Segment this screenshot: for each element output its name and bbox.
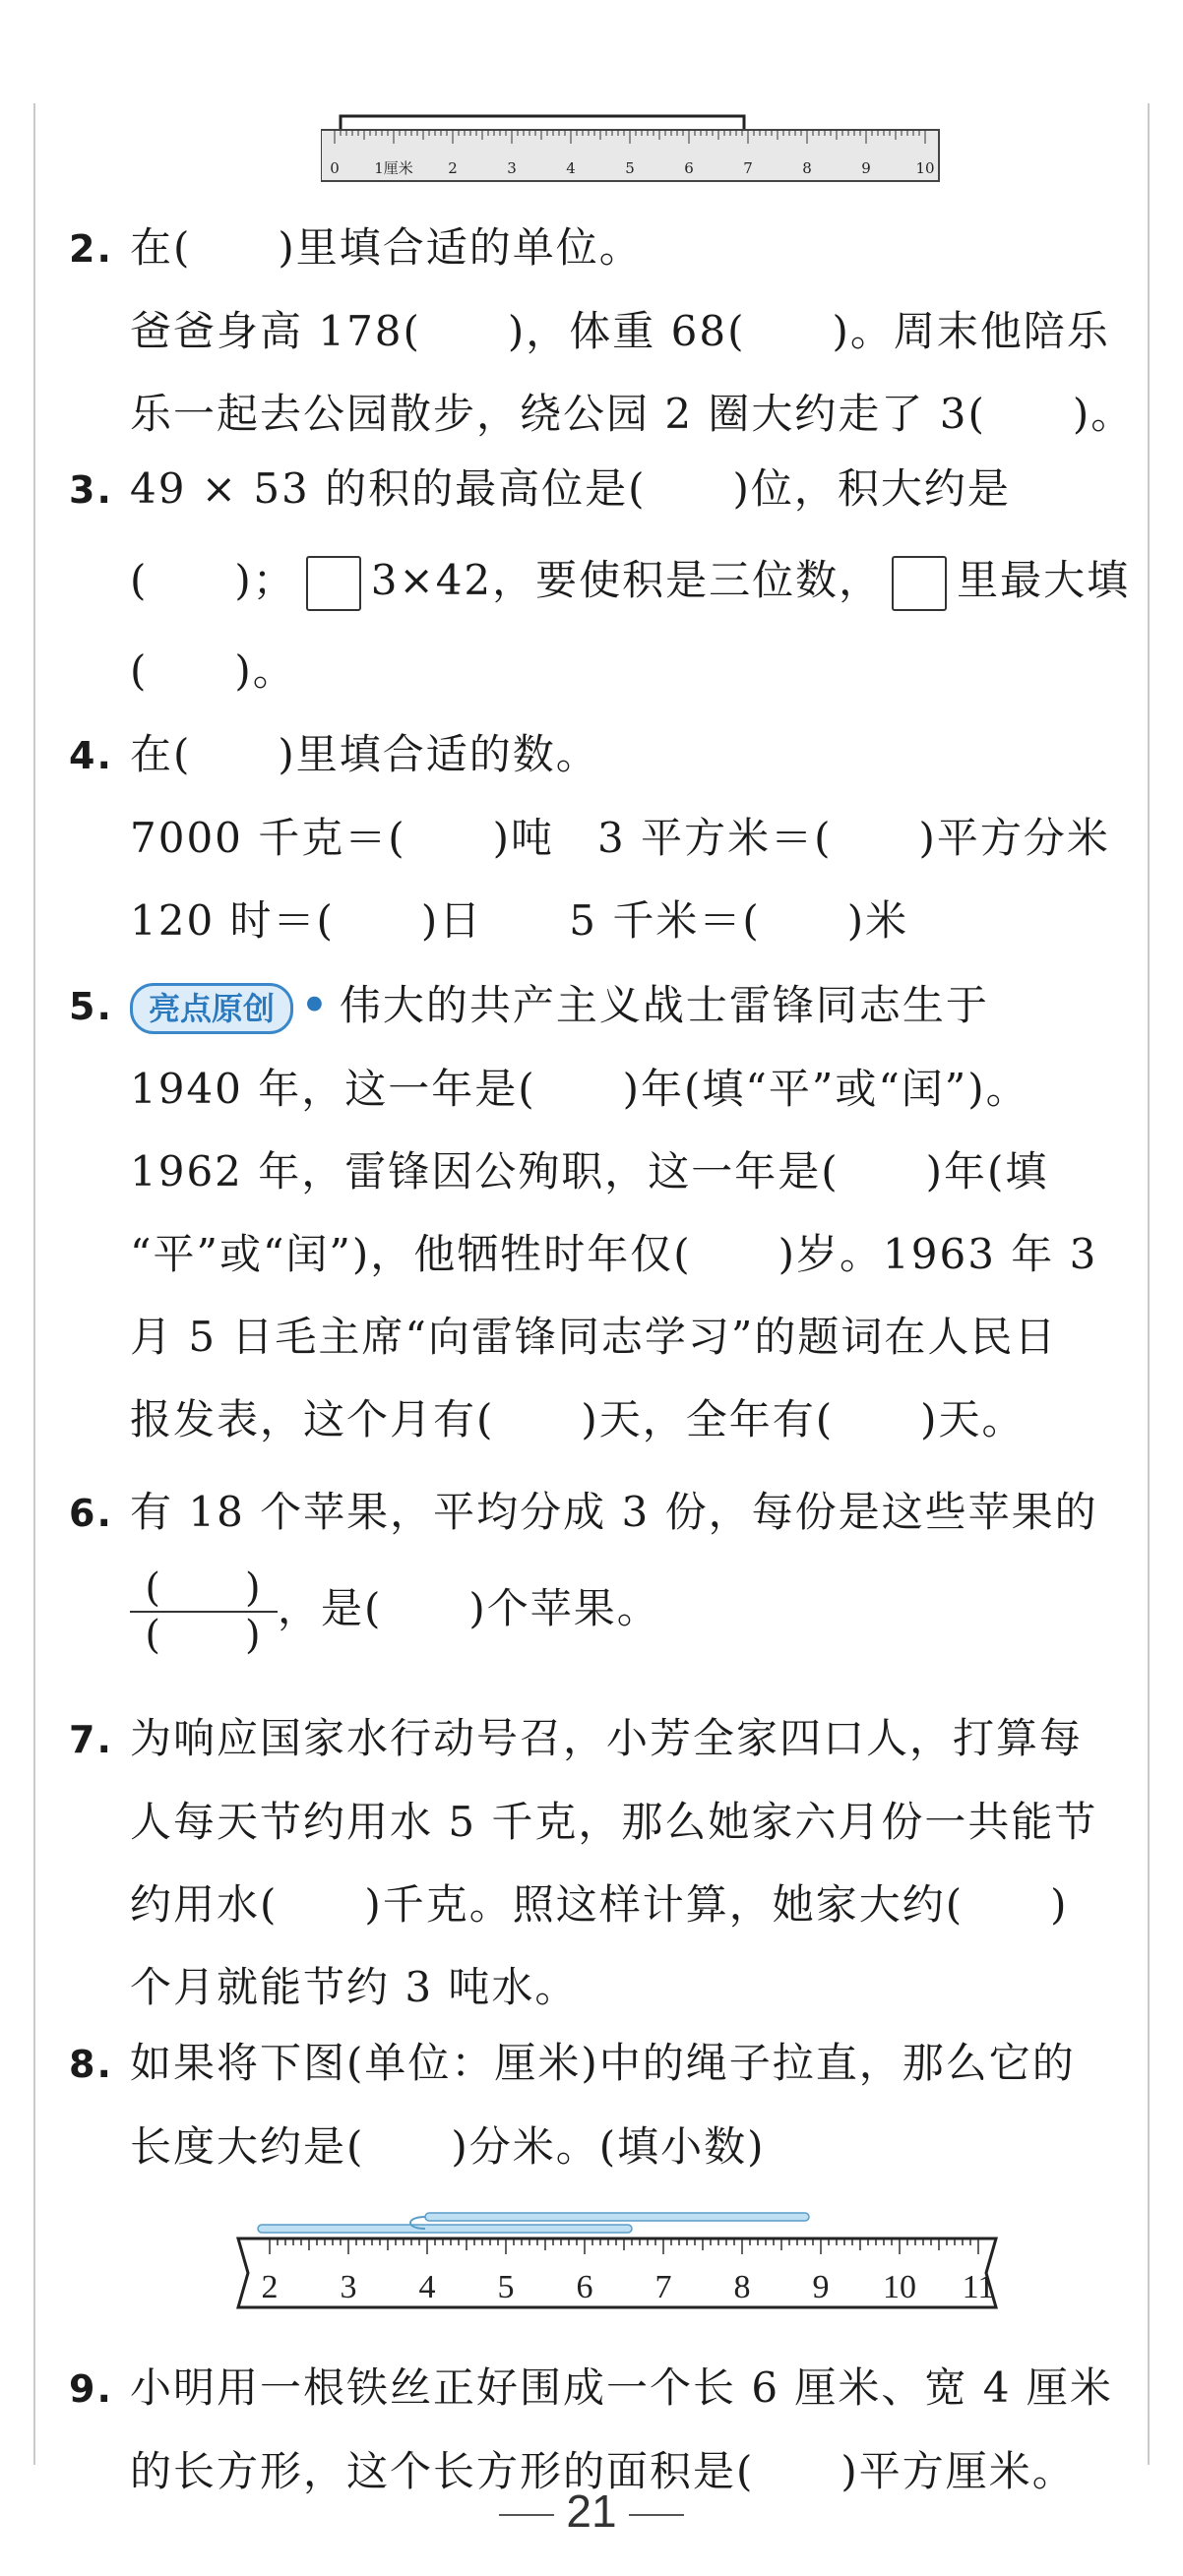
question-number: 6.: [69, 1492, 113, 1535]
fraction-blank: [130, 1565, 278, 1658]
top-ruler-label: 3: [507, 159, 517, 177]
rope: [258, 2213, 809, 2233]
top-ruler-label: 10: [915, 159, 935, 177]
question-3: [69, 448, 1131, 712]
question-number: 9.: [69, 2367, 113, 2411]
question-text: 报发表，这个月有( )天，全年有( )天。: [130, 1395, 1026, 1443]
question-text: 长度大约是( )分米。(填小数): [130, 2122, 766, 2171]
question-text: 约用水( )千克。照这样计算，她家大约( ): [130, 1880, 1069, 1929]
page-border-right: [1148, 103, 1150, 2465]
answer-blank: ( )；: [130, 556, 296, 604]
question-text: 小明用一根铁丝正好围成一个长 6 厘米、宽 4 厘米: [130, 2363, 1113, 2412]
question-number: 4.: [69, 734, 113, 777]
top-ruler-string: [341, 116, 744, 130]
bottom-ruler-label: 7: [654, 2269, 672, 2305]
bottom-ruler-label: 4: [418, 2269, 436, 2305]
fraction-numerator: ( ): [130, 1565, 278, 1613]
question-text: 伟大的共产主义战士雷锋同志生于: [339, 981, 989, 1029]
top-ruler-label: 8: [802, 159, 812, 177]
bottom-ruler-label: 5: [497, 2269, 515, 2305]
bottom-ruler-label: 10: [883, 2269, 916, 2305]
top-ruler-label: 5: [625, 159, 635, 177]
question-number: 7.: [69, 1718, 113, 1761]
question-text: 7000 千克＝( )吨 3 平方米＝( )平方分米: [130, 814, 1110, 862]
bottom-ruler-label: 2: [261, 2269, 279, 2305]
question-text: 120 时＝( )日 5 千米＝( )米: [130, 896, 909, 945]
question-text: 如果将下图(单位：厘米)中的绳子拉直，那么它的: [130, 2039, 1076, 2087]
page-number-value: 21: [566, 2485, 617, 2537]
question-number: 8.: [69, 2043, 113, 2086]
bottom-ruler: [228, 2189, 1006, 2312]
answer-box[interactable]: [306, 556, 361, 611]
question-text: 1962 年，雷锋因公殉职，这一年是( )年(填: [130, 1147, 1049, 1196]
question-text: 里最大填: [957, 556, 1131, 604]
bottom-ruler-label: 8: [733, 2269, 751, 2305]
question-text: 的长方形，这个长方形的面积是( )平方厘米。: [130, 2447, 1076, 2495]
question-5: [69, 964, 1127, 1461]
question-4: [69, 713, 1127, 962]
bottom-ruler-label: 9: [812, 2269, 830, 2305]
question-text: 乐一起去公园散步，绕公园 2 圈大约走了 3( )。: [130, 390, 1135, 438]
question-number: 2.: [69, 227, 113, 271]
question-text: ，是( )个苹果。: [278, 1584, 660, 1632]
top-ruler-label: 7: [743, 159, 753, 177]
original-badge: 亮点原创: [130, 983, 293, 1034]
question-text: 1940 年，这一年是( )年(填“平”或“闰”)。: [130, 1065, 1029, 1113]
question-text: 爸爸身高 178( )，体重 68( )。周末他陪乐: [130, 307, 1110, 355]
question-text: 49 × 53 的积的最高位是( )位，积大约是: [130, 464, 1011, 513]
bottom-ruler-label: 6: [576, 2269, 593, 2305]
question-text: 个月就能节约 3 吨水。: [130, 1963, 579, 2011]
top-ruler-label: 2: [448, 159, 458, 177]
top-ruler-label: 6: [684, 159, 694, 177]
answer-box[interactable]: [892, 556, 947, 611]
question-text: 为响应国家水行动号召，小芳全家四口人，打算每: [130, 1714, 1084, 1762]
question-text: 在( )里填合适的单位。: [130, 223, 643, 272]
question-text: 有 18 个苹果，平均分成 3 份，每份是这些苹果的: [130, 1488, 1098, 1536]
question-text: “平”或“闰”)，他牺牲时年仅( )岁。1963 年 3: [130, 1230, 1098, 1278]
top-ruler-label: 9: [861, 159, 871, 177]
question-text: 人每天节约用水 5 千克，那么她家六月份一共能节: [130, 1798, 1098, 1846]
top-ruler: [321, 110, 941, 184]
question-2: [69, 207, 1135, 456]
question-8: [69, 2022, 1127, 2188]
page-number-dash: [499, 2514, 554, 2516]
page-border-left: [33, 103, 35, 2465]
fraction-denominator: ( ): [145, 1613, 263, 1658]
question-number: 3.: [69, 468, 113, 512]
top-ruler-label: 4: [566, 159, 576, 177]
question-number: 5.: [69, 985, 113, 1028]
page-number: [0, 2484, 1183, 2538]
question-text: 月 5 日毛主席“向雷锋同志学习”的题词在人民日: [130, 1313, 1058, 1361]
badge-dot-icon: •: [301, 981, 330, 1029]
bottom-ruler-label: 3: [340, 2269, 357, 2305]
question-text: 3×42，要使积是三位数，: [370, 556, 883, 604]
page-number-dash: [629, 2514, 684, 2516]
bottom-ruler-label: 11: [962, 2269, 995, 2305]
top-ruler-label: 1厘米: [374, 159, 413, 177]
top-ruler-label: 0: [330, 159, 340, 177]
question-7: [69, 1697, 1127, 2029]
question-6: [69, 1471, 1127, 1663]
question-text: 在( )里填合适的数。: [130, 730, 599, 778]
answer-blank: ( )。: [130, 646, 296, 695]
